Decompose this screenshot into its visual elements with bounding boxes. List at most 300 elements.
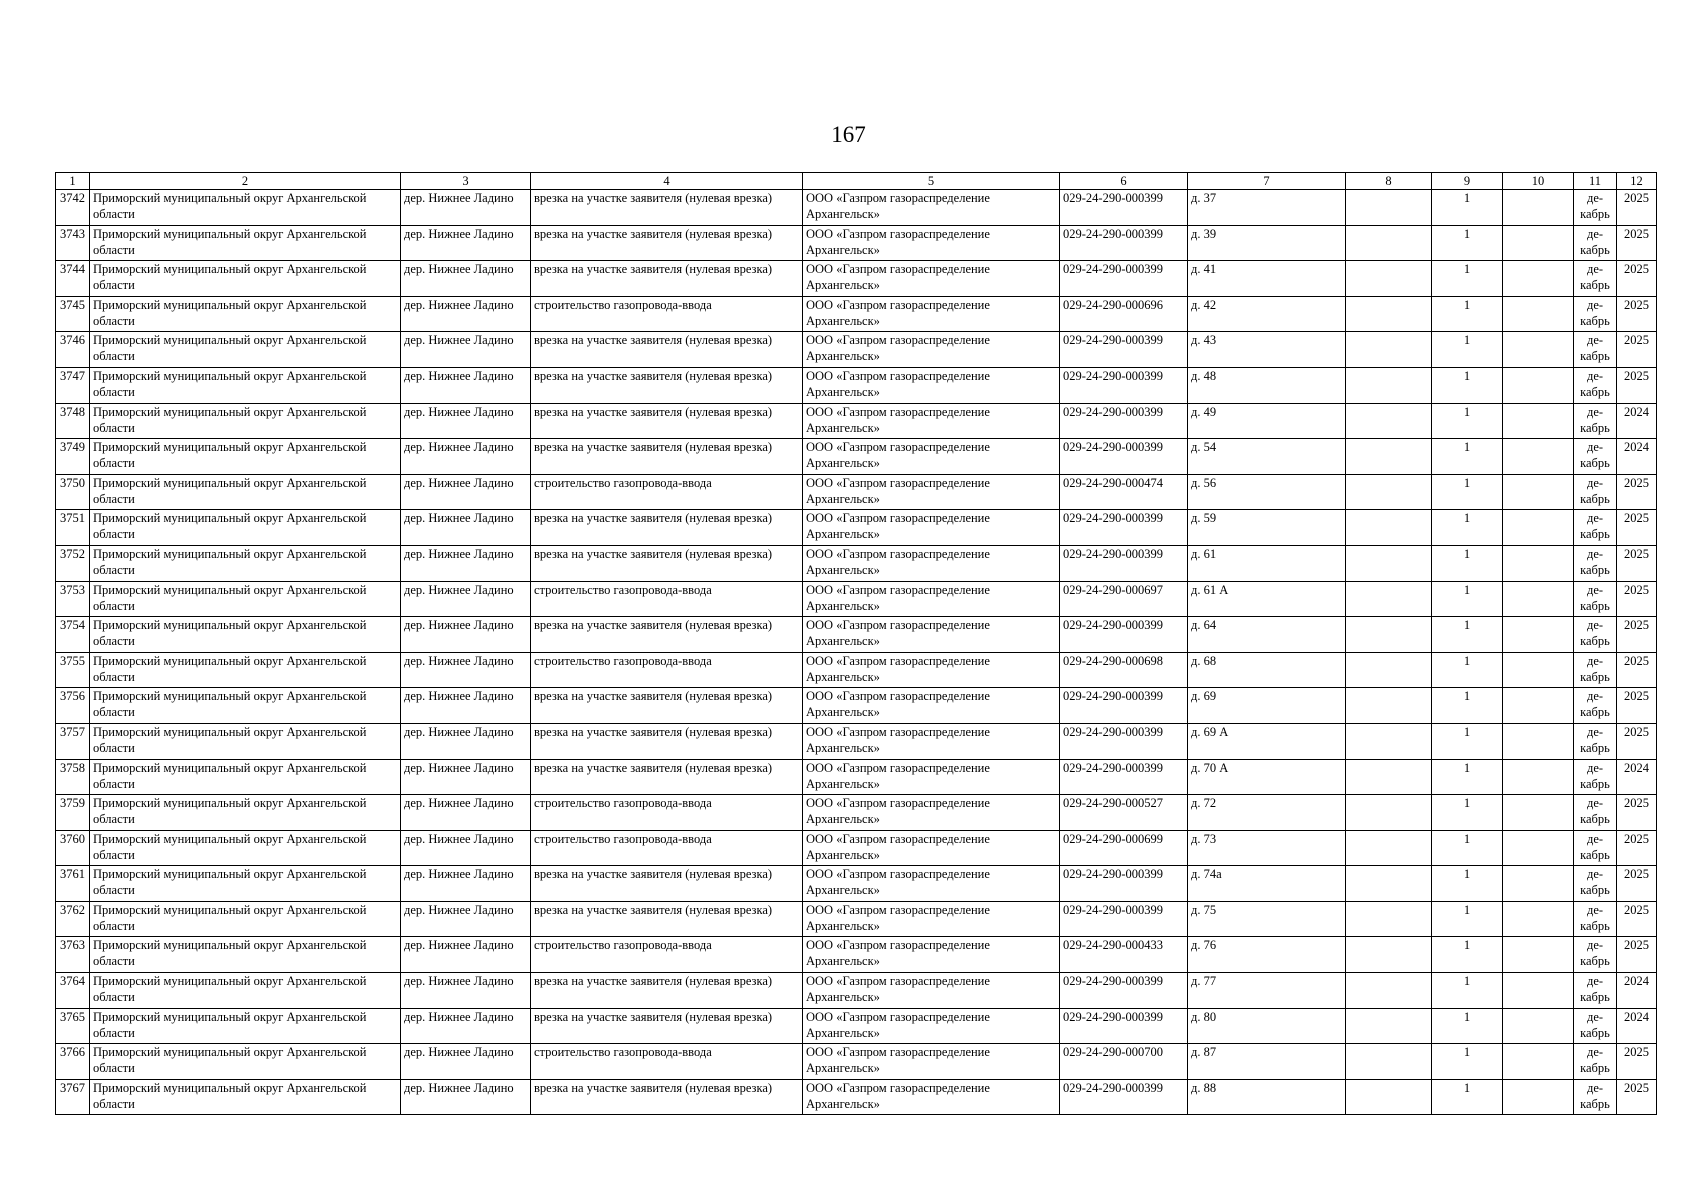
- house-cell: д. 74а: [1188, 866, 1346, 902]
- year-cell: 2025: [1617, 225, 1657, 261]
- district-cell: Приморский муниципальный округ Архангельской области: [90, 688, 401, 724]
- work-type-cell: строительство газопровода-ввода: [531, 830, 803, 866]
- work-type-cell: врезка на участке заявителя (нулевая врезка): [531, 190, 803, 226]
- code-cell: 029-24-290-000399: [1060, 1008, 1188, 1044]
- house-cell: д. 41: [1188, 261, 1346, 297]
- locality-cell: дер. Нижнее Ладино: [401, 901, 531, 937]
- col8-cell: [1346, 723, 1432, 759]
- code-cell: 029-24-290-000399: [1060, 866, 1188, 902]
- work-type-cell: врезка на участке заявителя (нулевая врезка): [531, 439, 803, 475]
- table-row: [56, 190, 1657, 226]
- year-cell: 2025: [1617, 367, 1657, 403]
- code-cell: 029-24-290-000399: [1060, 367, 1188, 403]
- table-row: [56, 403, 1657, 439]
- col10-cell: [1503, 973, 1574, 1009]
- organization-cell: ООО «Газпром газораспределение Архангельск»: [803, 1008, 1060, 1044]
- quantity-cell: 1: [1432, 225, 1503, 261]
- col8-cell: [1346, 332, 1432, 368]
- organization-cell: ООО «Газпром газораспределение Архангельск»: [803, 652, 1060, 688]
- col10-cell: [1503, 474, 1574, 510]
- month-cell: де-кабрь: [1574, 296, 1617, 332]
- year-cell: 2024: [1617, 973, 1657, 1009]
- quantity-cell: 1: [1432, 901, 1503, 937]
- district-cell: Приморский муниципальный округ Архангельской области: [90, 190, 401, 226]
- work-type-cell: врезка на участке заявителя (нулевая врезка): [531, 261, 803, 297]
- table-row: [56, 225, 1657, 261]
- month-cell: де-кабрь: [1574, 652, 1617, 688]
- quantity-cell: 1: [1432, 937, 1503, 973]
- table-row: [56, 830, 1657, 866]
- col8-cell: [1346, 866, 1432, 902]
- row-number: 3749: [56, 439, 90, 475]
- district-cell: Приморский муниципальный округ Архангельской области: [90, 723, 401, 759]
- col8-cell: [1346, 545, 1432, 581]
- organization-cell: ООО «Газпром газораспределение Архангельск»: [803, 901, 1060, 937]
- quantity-cell: 1: [1432, 439, 1503, 475]
- row-number: 3748: [56, 403, 90, 439]
- code-cell: 029-24-290-000474: [1060, 474, 1188, 510]
- year-cell: 2025: [1617, 652, 1657, 688]
- locality-cell: дер. Нижнее Ладино: [401, 332, 531, 368]
- locality-cell: дер. Нижнее Ладино: [401, 973, 531, 1009]
- table-body: [56, 190, 1657, 1115]
- col10-cell: [1503, 937, 1574, 973]
- year-cell: 2025: [1617, 545, 1657, 581]
- code-cell: 029-24-290-000399: [1060, 190, 1188, 226]
- year-cell: 2025: [1617, 723, 1657, 759]
- col-header: 1: [56, 173, 90, 190]
- organization-cell: ООО «Газпром газораспределение Архангельск»: [803, 510, 1060, 546]
- col10-cell: [1503, 225, 1574, 261]
- table-row: [56, 723, 1657, 759]
- organization-cell: ООО «Газпром газораспределение Архангельск»: [803, 1079, 1060, 1115]
- table-row: [56, 937, 1657, 973]
- quantity-cell: 1: [1432, 367, 1503, 403]
- month-cell: де-кабрь: [1574, 617, 1617, 653]
- quantity-cell: 1: [1432, 545, 1503, 581]
- col10-cell: [1503, 545, 1574, 581]
- code-cell: 029-24-290-000433: [1060, 937, 1188, 973]
- table-header: [56, 173, 1657, 190]
- house-cell: д. 59: [1188, 510, 1346, 546]
- code-cell: 029-24-290-000399: [1060, 973, 1188, 1009]
- month-cell: де-кабрь: [1574, 261, 1617, 297]
- header-row: [56, 173, 1657, 190]
- year-cell: 2025: [1617, 688, 1657, 724]
- house-cell: д. 64: [1188, 617, 1346, 653]
- locality-cell: дер. Нижнее Ладино: [401, 937, 531, 973]
- col8-cell: [1346, 190, 1432, 226]
- table-row: [56, 688, 1657, 724]
- month-cell: де-кабрь: [1574, 581, 1617, 617]
- district-cell: Приморский муниципальный округ Архангельской области: [90, 403, 401, 439]
- col8-cell: [1346, 759, 1432, 795]
- table-row: [56, 759, 1657, 795]
- page-number: 167: [831, 122, 866, 147]
- locality-cell: дер. Нижнее Ладино: [401, 1044, 531, 1080]
- col8-cell: [1346, 901, 1432, 937]
- house-cell: д. 73: [1188, 830, 1346, 866]
- col-header: 5: [803, 173, 1060, 190]
- organization-cell: ООО «Газпром газораспределение Архангельск»: [803, 439, 1060, 475]
- col8-cell: [1346, 403, 1432, 439]
- year-cell: 2025: [1617, 190, 1657, 226]
- table-row: [56, 367, 1657, 403]
- col8-cell: [1346, 973, 1432, 1009]
- col10-cell: [1503, 367, 1574, 403]
- col10-cell: [1503, 581, 1574, 617]
- organization-cell: ООО «Газпром газораспределение Архангельск»: [803, 973, 1060, 1009]
- col10-cell: [1503, 901, 1574, 937]
- locality-cell: дер. Нижнее Ладино: [401, 1008, 531, 1044]
- col10-cell: [1503, 652, 1574, 688]
- code-cell: 029-24-290-000698: [1060, 652, 1188, 688]
- work-type-cell: врезка на участке заявителя (нулевая врезка): [531, 901, 803, 937]
- table-row: [56, 866, 1657, 902]
- year-cell: 2025: [1617, 901, 1657, 937]
- month-cell: де-кабрь: [1574, 474, 1617, 510]
- district-cell: Приморский муниципальный округ Архангельской области: [90, 652, 401, 688]
- table-row: [56, 617, 1657, 653]
- row-number: 3750: [56, 474, 90, 510]
- row-number: 3752: [56, 545, 90, 581]
- col10-cell: [1503, 261, 1574, 297]
- col10-cell: [1503, 688, 1574, 724]
- col10-cell: [1503, 190, 1574, 226]
- month-cell: де-кабрь: [1574, 866, 1617, 902]
- year-cell: 2025: [1617, 617, 1657, 653]
- house-cell: д. 42: [1188, 296, 1346, 332]
- quantity-cell: 1: [1432, 759, 1503, 795]
- month-cell: де-кабрь: [1574, 367, 1617, 403]
- year-cell: 2025: [1617, 866, 1657, 902]
- col-header: 4: [531, 173, 803, 190]
- district-cell: Приморский муниципальный округ Архангельской области: [90, 225, 401, 261]
- col8-cell: [1346, 1079, 1432, 1115]
- col10-cell: [1503, 1044, 1574, 1080]
- work-type-cell: строительство газопровода-ввода: [531, 1044, 803, 1080]
- work-type-cell: строительство газопровода-ввода: [531, 795, 803, 831]
- col8-cell: [1346, 688, 1432, 724]
- organization-cell: ООО «Газпром газораспределение Архангельск»: [803, 403, 1060, 439]
- district-cell: Приморский муниципальный округ Архангельской области: [90, 296, 401, 332]
- quantity-cell: 1: [1432, 1008, 1503, 1044]
- work-type-cell: врезка на участке заявителя (нулевая врезка): [531, 367, 803, 403]
- district-cell: Приморский муниципальный округ Архангельской области: [90, 439, 401, 475]
- col10-cell: [1503, 332, 1574, 368]
- table-row: [56, 1079, 1657, 1115]
- quantity-cell: 1: [1432, 510, 1503, 546]
- house-cell: д. 61 А: [1188, 581, 1346, 617]
- house-cell: д. 54: [1188, 439, 1346, 475]
- col-header: 2: [90, 173, 401, 190]
- table-row: [56, 296, 1657, 332]
- quantity-cell: 1: [1432, 190, 1503, 226]
- organization-cell: ООО «Газпром газораспределение Архангельск»: [803, 367, 1060, 403]
- code-cell: 029-24-290-000399: [1060, 225, 1188, 261]
- year-cell: 2025: [1617, 1079, 1657, 1115]
- quantity-cell: 1: [1432, 652, 1503, 688]
- locality-cell: дер. Нижнее Ладино: [401, 403, 531, 439]
- col10-cell: [1503, 403, 1574, 439]
- month-cell: де-кабрь: [1574, 1044, 1617, 1080]
- house-cell: д. 48: [1188, 367, 1346, 403]
- house-cell: д. 76: [1188, 937, 1346, 973]
- col-header: 6: [1060, 173, 1188, 190]
- col8-cell: [1346, 652, 1432, 688]
- year-cell: 2025: [1617, 830, 1657, 866]
- locality-cell: дер. Нижнее Ладино: [401, 652, 531, 688]
- col10-cell: [1503, 296, 1574, 332]
- col-header: 11: [1574, 173, 1617, 190]
- work-type-cell: строительство газопровода-ввода: [531, 581, 803, 617]
- work-type-cell: врезка на участке заявителя (нулевая врезка): [531, 1008, 803, 1044]
- organization-cell: ООО «Газпром газораспределение Архангельск»: [803, 581, 1060, 617]
- row-number: 3754: [56, 617, 90, 653]
- quantity-cell: 1: [1432, 723, 1503, 759]
- code-cell: 029-24-290-000399: [1060, 545, 1188, 581]
- code-cell: 029-24-290-000699: [1060, 830, 1188, 866]
- month-cell: де-кабрь: [1574, 439, 1617, 475]
- work-type-cell: врезка на участке заявителя (нулевая врезка): [531, 723, 803, 759]
- organization-cell: ООО «Газпром газораспределение Архангельск»: [803, 1044, 1060, 1080]
- organization-cell: ООО «Газпром газораспределение Архангельск»: [803, 545, 1060, 581]
- row-number: 3762: [56, 901, 90, 937]
- organization-cell: ООО «Газпром газораспределение Архангельск»: [803, 688, 1060, 724]
- col10-cell: [1503, 866, 1574, 902]
- month-cell: де-кабрь: [1574, 403, 1617, 439]
- code-cell: 029-24-290-000399: [1060, 332, 1188, 368]
- quantity-cell: 1: [1432, 866, 1503, 902]
- table-row: [56, 901, 1657, 937]
- house-cell: д. 49: [1188, 403, 1346, 439]
- code-cell: 029-24-290-000399: [1060, 261, 1188, 297]
- work-type-cell: строительство газопровода-ввода: [531, 652, 803, 688]
- district-cell: Приморский муниципальный округ Архангельской области: [90, 367, 401, 403]
- locality-cell: дер. Нижнее Ладино: [401, 439, 531, 475]
- district-cell: Приморский муниципальный округ Архангельской области: [90, 973, 401, 1009]
- organization-cell: ООО «Газпром газораспределение Архангельск»: [803, 937, 1060, 973]
- table-row: [56, 439, 1657, 475]
- locality-cell: дер. Нижнее Ладино: [401, 367, 531, 403]
- month-cell: де-кабрь: [1574, 225, 1617, 261]
- organization-cell: ООО «Газпром газораспределение Архангельск»: [803, 332, 1060, 368]
- col8-cell: [1346, 1044, 1432, 1080]
- col8-cell: [1346, 795, 1432, 831]
- locality-cell: дер. Нижнее Ладино: [401, 296, 531, 332]
- quantity-cell: 1: [1432, 332, 1503, 368]
- organization-cell: ООО «Газпром газораспределение Архангельск»: [803, 617, 1060, 653]
- district-cell: Приморский муниципальный округ Архангельской области: [90, 1044, 401, 1080]
- month-cell: де-кабрь: [1574, 190, 1617, 226]
- year-cell: 2025: [1617, 510, 1657, 546]
- col8-cell: [1346, 474, 1432, 510]
- month-cell: де-кабрь: [1574, 510, 1617, 546]
- col8-cell: [1346, 296, 1432, 332]
- year-cell: 2024: [1617, 403, 1657, 439]
- col10-cell: [1503, 1008, 1574, 1044]
- work-type-cell: врезка на участке заявителя (нулевая врезка): [531, 403, 803, 439]
- table-row: [56, 652, 1657, 688]
- house-cell: д. 61: [1188, 545, 1346, 581]
- work-type-cell: врезка на участке заявителя (нулевая врезка): [531, 225, 803, 261]
- organization-cell: ООО «Газпром газораспределение Архангельск»: [803, 795, 1060, 831]
- quantity-cell: 1: [1432, 296, 1503, 332]
- house-cell: д. 70 А: [1188, 759, 1346, 795]
- work-type-cell: врезка на участке заявителя (нулевая врезка): [531, 1079, 803, 1115]
- house-cell: д. 56: [1188, 474, 1346, 510]
- quantity-cell: 1: [1432, 474, 1503, 510]
- col8-cell: [1346, 367, 1432, 403]
- locality-cell: дер. Нижнее Ладино: [401, 1079, 531, 1115]
- col10-cell: [1503, 439, 1574, 475]
- row-number: 3761: [56, 866, 90, 902]
- code-cell: 029-24-290-000399: [1060, 403, 1188, 439]
- col8-cell: [1346, 617, 1432, 653]
- house-cell: д. 87: [1188, 1044, 1346, 1080]
- quantity-cell: 1: [1432, 1044, 1503, 1080]
- month-cell: де-кабрь: [1574, 688, 1617, 724]
- work-type-cell: врезка на участке заявителя (нулевая врезка): [531, 332, 803, 368]
- district-cell: Приморский муниципальный округ Архангельской области: [90, 1008, 401, 1044]
- locality-cell: дер. Нижнее Ладино: [401, 617, 531, 653]
- house-cell: д. 68: [1188, 652, 1346, 688]
- organization-cell: ООО «Газпром газораспределение Архангельск»: [803, 830, 1060, 866]
- table-row: [56, 474, 1657, 510]
- month-cell: де-кабрь: [1574, 1079, 1617, 1115]
- year-cell: 2024: [1617, 759, 1657, 795]
- work-type-cell: врезка на участке заявителя (нулевая врезка): [531, 545, 803, 581]
- table-row: [56, 973, 1657, 1009]
- col10-cell: [1503, 795, 1574, 831]
- col8-cell: [1346, 937, 1432, 973]
- code-cell: 029-24-290-000399: [1060, 439, 1188, 475]
- row-number: 3755: [56, 652, 90, 688]
- organization-cell: ООО «Газпром газораспределение Архангельск»: [803, 474, 1060, 510]
- work-type-cell: строительство газопровода-ввода: [531, 937, 803, 973]
- col8-cell: [1346, 225, 1432, 261]
- code-cell: 029-24-290-000399: [1060, 901, 1188, 937]
- locality-cell: дер. Нижнее Ладино: [401, 830, 531, 866]
- data-table: [55, 172, 1657, 1115]
- house-cell: д. 43: [1188, 332, 1346, 368]
- month-cell: де-кабрь: [1574, 1008, 1617, 1044]
- quantity-cell: 1: [1432, 617, 1503, 653]
- col-header: 12: [1617, 173, 1657, 190]
- row-number: 3756: [56, 688, 90, 724]
- district-cell: Приморский муниципальный округ Архангельской области: [90, 1079, 401, 1115]
- row-number: 3766: [56, 1044, 90, 1080]
- col10-cell: [1503, 759, 1574, 795]
- row-number: 3765: [56, 1008, 90, 1044]
- locality-cell: дер. Нижнее Ладино: [401, 474, 531, 510]
- row-number: 3764: [56, 973, 90, 1009]
- row-number: 3751: [56, 510, 90, 546]
- organization-cell: ООО «Газпром газораспределение Архангельск»: [803, 261, 1060, 297]
- district-cell: Приморский муниципальный округ Архангельской области: [90, 901, 401, 937]
- code-cell: 029-24-290-000399: [1060, 759, 1188, 795]
- month-cell: де-кабрь: [1574, 901, 1617, 937]
- col10-cell: [1503, 617, 1574, 653]
- house-cell: д. 77: [1188, 973, 1346, 1009]
- district-cell: Приморский муниципальный округ Архангельской области: [90, 261, 401, 297]
- row-number: 3746: [56, 332, 90, 368]
- table-row: [56, 510, 1657, 546]
- code-cell: 029-24-290-000399: [1060, 510, 1188, 546]
- col8-cell: [1346, 439, 1432, 475]
- locality-cell: дер. Нижнее Ладино: [401, 510, 531, 546]
- house-cell: д. 37: [1188, 190, 1346, 226]
- row-number: 3743: [56, 225, 90, 261]
- col10-cell: [1503, 1079, 1574, 1115]
- month-cell: де-кабрь: [1574, 332, 1617, 368]
- code-cell: 029-24-290-000399: [1060, 1079, 1188, 1115]
- table-row: [56, 261, 1657, 297]
- col8-cell: [1346, 261, 1432, 297]
- row-number: 3758: [56, 759, 90, 795]
- locality-cell: дер. Нижнее Ладино: [401, 225, 531, 261]
- row-number: 3759: [56, 795, 90, 831]
- locality-cell: дер. Нижнее Ладино: [401, 190, 531, 226]
- quantity-cell: 1: [1432, 973, 1503, 1009]
- district-cell: Приморский муниципальный округ Архангельской области: [90, 332, 401, 368]
- work-type-cell: врезка на участке заявителя (нулевая врезка): [531, 688, 803, 724]
- col-header: 3: [401, 173, 531, 190]
- month-cell: де-кабрь: [1574, 545, 1617, 581]
- work-type-cell: строительство газопровода-ввода: [531, 474, 803, 510]
- locality-cell: дер. Нижнее Ладино: [401, 261, 531, 297]
- house-cell: д. 88: [1188, 1079, 1346, 1115]
- work-type-cell: врезка на участке заявителя (нулевая врезка): [531, 617, 803, 653]
- year-cell: 2024: [1617, 439, 1657, 475]
- year-cell: 2025: [1617, 332, 1657, 368]
- month-cell: де-кабрь: [1574, 830, 1617, 866]
- district-cell: Приморский муниципальный округ Архангельской области: [90, 510, 401, 546]
- house-cell: д. 80: [1188, 1008, 1346, 1044]
- organization-cell: ООО «Газпром газораспределение Архангельск»: [803, 759, 1060, 795]
- row-number: 3745: [56, 296, 90, 332]
- district-cell: Приморский муниципальный округ Архангельской области: [90, 617, 401, 653]
- row-number: 3757: [56, 723, 90, 759]
- month-cell: де-кабрь: [1574, 723, 1617, 759]
- year-cell: 2025: [1617, 474, 1657, 510]
- col8-cell: [1346, 510, 1432, 546]
- row-number: 3767: [56, 1079, 90, 1115]
- col8-cell: [1346, 581, 1432, 617]
- table-row: [56, 795, 1657, 831]
- house-cell: д. 39: [1188, 225, 1346, 261]
- quantity-cell: 1: [1432, 1079, 1503, 1115]
- quantity-cell: 1: [1432, 261, 1503, 297]
- row-number: 3742: [56, 190, 90, 226]
- organization-cell: ООО «Газпром газораспределение Архангельск»: [803, 225, 1060, 261]
- table-row: [56, 1044, 1657, 1080]
- house-cell: д. 72: [1188, 795, 1346, 831]
- code-cell: 029-24-290-000399: [1060, 617, 1188, 653]
- row-number: 3753: [56, 581, 90, 617]
- code-cell: 029-24-290-000697: [1060, 581, 1188, 617]
- col-header: 9: [1432, 173, 1503, 190]
- code-cell: 029-24-290-000696: [1060, 296, 1188, 332]
- work-type-cell: строительство газопровода-ввода: [531, 296, 803, 332]
- col8-cell: [1346, 1008, 1432, 1044]
- table-row: [56, 545, 1657, 581]
- district-cell: Приморский муниципальный округ Архангельской области: [90, 759, 401, 795]
- code-cell: 029-24-290-000399: [1060, 688, 1188, 724]
- district-cell: Приморский муниципальный округ Архангельской области: [90, 581, 401, 617]
- locality-cell: дер. Нижнее Ладино: [401, 688, 531, 724]
- table-row: [56, 332, 1657, 368]
